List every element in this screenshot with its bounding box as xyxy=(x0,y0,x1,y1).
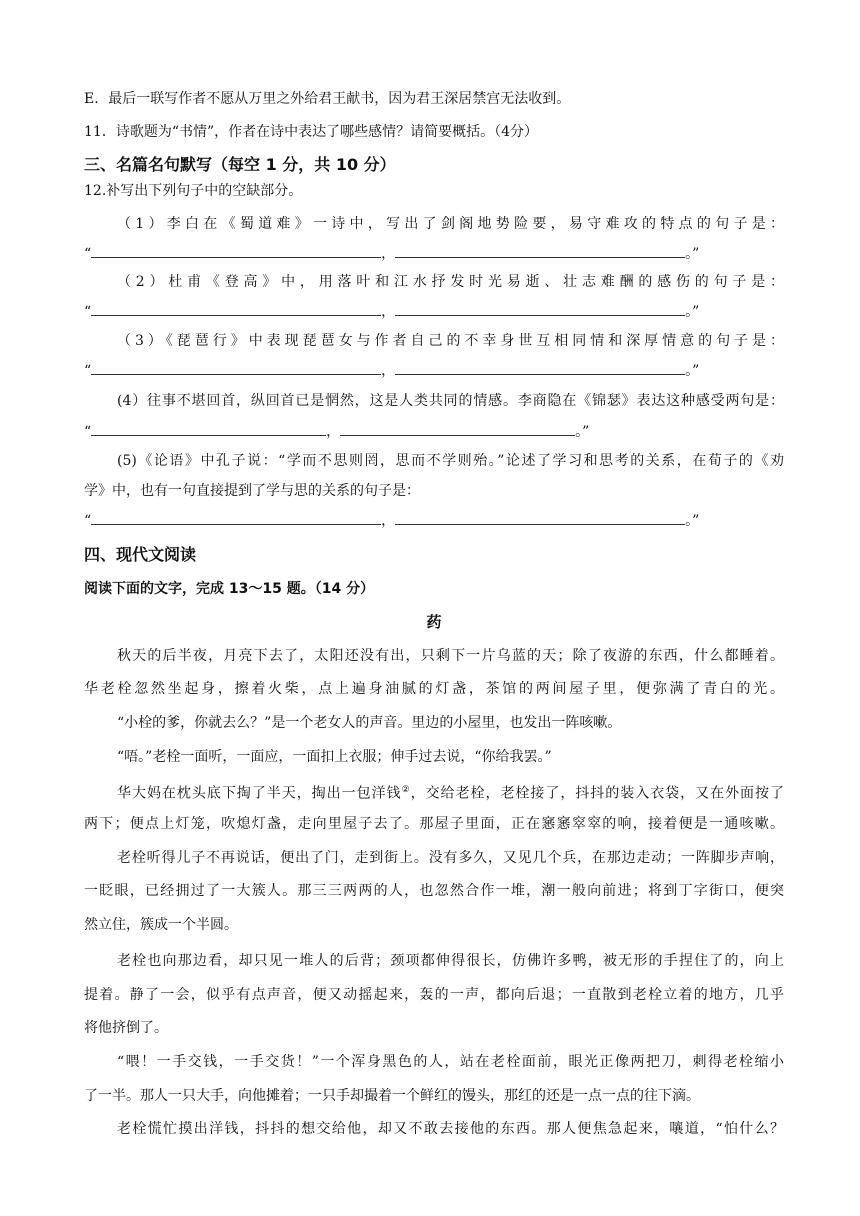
passage-line: 华老栓忽然坐起身，擦着火柴，点上遍身油腻的灯盏，茶馆的两间屋子里，便弥满了青白的光。 xyxy=(84,681,784,697)
passage-line: 提着。静了一会，似乎有点声音，便又动摇起来，轰的一声，都向后退；一直散到老栓立着的地方，几乎 xyxy=(84,987,784,1003)
question-11: 11．诗歌题为“书情”，作者在诗中表达了哪些感情？请简要概括。（4分） xyxy=(84,124,539,140)
blank[interactable] xyxy=(395,301,685,316)
fill-blank-row-3 xyxy=(84,360,784,381)
blank[interactable] xyxy=(395,510,685,525)
comma: ， xyxy=(326,424,341,440)
blank[interactable] xyxy=(91,301,381,316)
passage-line: 将他挤倒了。 xyxy=(84,1020,168,1036)
section-4-heading: 四、现代文阅读 xyxy=(84,545,197,564)
open-quote: “ xyxy=(84,246,92,262)
fill-item-2: （2）杜甫《登高》中，用落叶和江水抒发时光易逝、壮志难酬的感伤的句子是： xyxy=(117,274,784,290)
passage-line: 老栓听得儿子不再说话，便出了门，走到街上。没有多久，又见几个兵，在那边走动；一阵脚步声响， xyxy=(117,850,784,866)
comma: ， xyxy=(381,363,396,379)
comma: ， xyxy=(381,246,396,262)
open-quote: “ xyxy=(84,513,92,529)
passage-text: ，交给老栓，老栓接了，抖抖的装入衣袋，又在外面按了 xyxy=(410,785,785,802)
passage-text: 华大妈在枕头底下掏了半天，掏出一包洋钱 xyxy=(117,785,402,802)
blank[interactable] xyxy=(91,360,381,375)
close-quote: 。” xyxy=(685,363,700,379)
passage-line: 秋天的后半夜，月亮下去了，太阳还没有出，只剩下一片乌蓝的天；除了夜游的东西，什么都睡着。 xyxy=(117,648,784,664)
fill-item-4: (4）往事不堪回首，纵回首已是惘然，这是人类共同的情感。李商隐在《锦瑟》表达这种感受两句是： xyxy=(117,393,784,409)
blank[interactable] xyxy=(91,243,381,258)
passage-line xyxy=(117,780,784,804)
passage-line: “唔。”老栓一面听，一面应，一面扣上衣服；伸手过去说，“你给我罢。” xyxy=(117,749,552,765)
open-quote: “ xyxy=(84,304,92,320)
passage-line: 老栓慌忙摸出洋钱，抖抖的想交给他，却又不敢去接他的东西。那人便焦急起来，嚷道，“怕什么？ xyxy=(117,1121,784,1137)
close-quote: 。” xyxy=(685,246,700,262)
passage-line: 一眨眼，已经拥过了一大簇人。那三三两两的人，也忽然合作一堆，潮一般向前进；将到丁字街口，便突 xyxy=(84,883,784,899)
passage-line: “小栓的爹，你就去么？”是一个老女人的声音。里边的小屋里，也发出一阵咳嗽。 xyxy=(117,715,622,731)
fill-blank-row-2 xyxy=(84,301,784,322)
comma: ， xyxy=(381,304,396,320)
fill-item-5-cont: 学》中，也有一句直接提到了学与思的关系的句子是： xyxy=(84,483,420,499)
close-quote: 。” xyxy=(685,304,700,320)
blank[interactable] xyxy=(395,360,685,375)
fill-blank-row-5 xyxy=(84,510,784,531)
reading-instruction: 阅读下面的文字，完成 13～15 题。（14 分） xyxy=(84,581,375,597)
close-quote: 。” xyxy=(685,513,700,529)
passage-line: 老栓也向那边看，却只见一堆人的后背；颈项都伸得很长，仿佛许多鸭，被无形的手捏住了的，向上 xyxy=(117,953,784,969)
blank[interactable] xyxy=(91,421,326,436)
passage-line: 两下；便点上灯笼，吹熄灯盏，走向里屋子去了。那屋子里面，正在窸窸窣窣的响，接着便是一通咳嗽。 xyxy=(84,816,784,832)
fill-blank-row-1 xyxy=(84,243,784,264)
section-3-heading: 三、名篇名句默写（每空 1 分，共 10 分） xyxy=(84,155,396,174)
passage-title: 药 xyxy=(426,613,442,631)
fill-item-1: （1）李白在《蜀道难》一诗中，写出了剑阁地势险要，易守难攻的特点的句子是： xyxy=(117,216,784,232)
blank[interactable] xyxy=(340,421,575,436)
open-quote: “ xyxy=(84,363,92,379)
open-quote: “ xyxy=(84,424,92,440)
option-e: E．最后一联写作者不愿从万里之外给君王献书，因为君王深居禁宫无法收到。 xyxy=(84,91,571,107)
footnote-marker[interactable]: ② xyxy=(401,785,411,795)
fill-blank-row-4 xyxy=(84,421,784,442)
comma: ， xyxy=(381,513,396,529)
question-12-intro: 12.补写出下列句子中的空缺部分。 xyxy=(84,183,303,199)
blank[interactable] xyxy=(395,243,685,258)
blank[interactable] xyxy=(91,510,381,525)
passage-line: 然立住，簇成一个半圆。 xyxy=(84,917,238,933)
close-quote: 。” xyxy=(575,424,590,440)
passage-line: “喂！一手交钱，一手交货！”一个浑身黑色的人，站在老栓面前，眼光正像两把刀，刺得老栓缩小 xyxy=(117,1054,784,1070)
fill-item-5: (5)《论语》中孔子说：“学而不思则罔，思而不学则殆。”论述了学习和思考的关系，在荀子的《劝 xyxy=(117,453,784,469)
passage-line: 了一半。那人一只大手，向他摊着；一只手却撮着一个鲜红的馒头，那红的还是一点一点的往下滴。 xyxy=(84,1088,700,1104)
fill-item-3: （3）《琵琶行》中表现琵琶女与作者自己的不幸身世互相同情和深厚情意的句子是： xyxy=(117,333,784,349)
